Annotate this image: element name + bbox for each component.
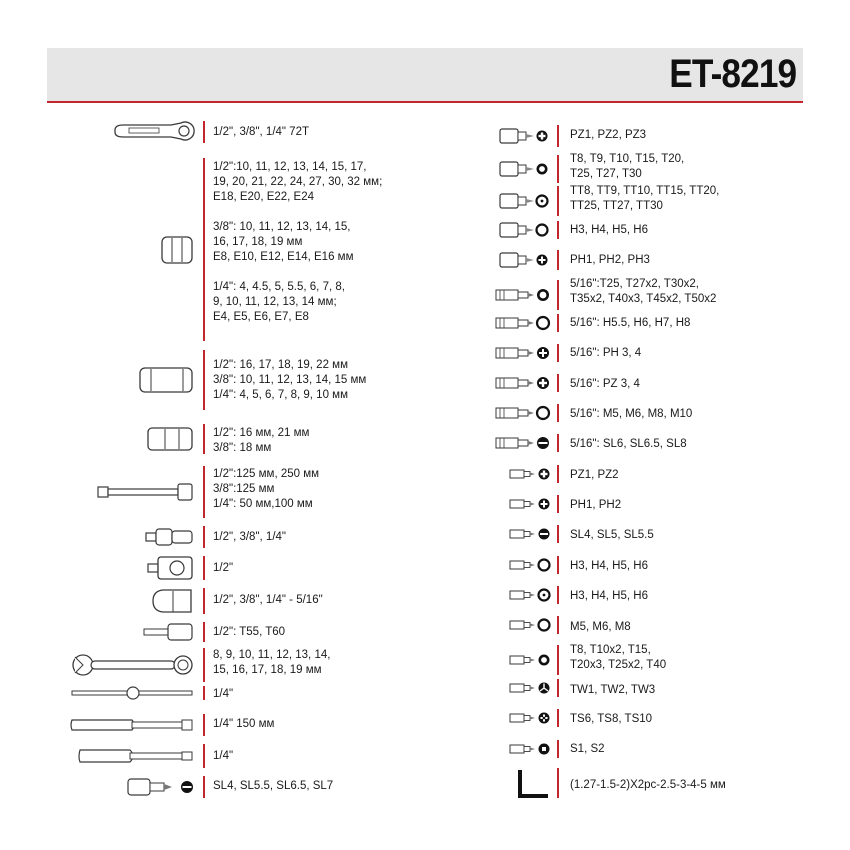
- left-row-divider: [203, 158, 205, 341]
- adapter-icon: [55, 588, 195, 614]
- square-bit-icon: [411, 740, 551, 758]
- left-row-divider: [203, 686, 205, 700]
- tamper-torx-bit-socket-icon: [411, 186, 551, 216]
- right-row-divider: [557, 709, 559, 727]
- left-item-spec: 1/2": 16 мм, 21 мм 3/8": 18 мм: [213, 427, 310, 454]
- hex-bit-socket-icon: [411, 221, 551, 239]
- phillips-bit-icon: [411, 495, 551, 513]
- left-row-divider: [203, 744, 205, 768]
- slotted-bit-long-icon: [411, 434, 551, 452]
- right-item-spec: SL4, SL5, SL5.5: [570, 529, 654, 541]
- left-item-spec: 8, 9, 10, 11, 12, 13, 14, 15, 16, 17, 18, 19 мм: [213, 649, 331, 676]
- left-row-divider: [203, 350, 205, 410]
- right-row-divider: [557, 374, 559, 392]
- left-item-spec: 1/2", 3/8", 1/4": [213, 531, 286, 543]
- spline-bit-icon: [411, 616, 551, 634]
- right-row-divider: [557, 125, 559, 147]
- left-row-divider: [203, 648, 205, 682]
- spline-bit-long-icon: [411, 404, 551, 422]
- left-row-divider: [203, 121, 205, 143]
- phillips-bit-long-icon: [411, 344, 551, 362]
- left-item-spec: 1/2", 3/8", 1/4" 72T: [213, 126, 309, 138]
- right-row-divider: [557, 221, 559, 239]
- left-row-divider: [203, 714, 205, 736]
- right-row-divider: [557, 434, 559, 452]
- left-item-spec: 1/4": [213, 688, 234, 700]
- left-row-divider: [203, 622, 205, 642]
- right-item-spec: 5/16": M5, M6, M8, M10: [570, 408, 693, 420]
- right-item-spec: TT8, TT9, TT10, TT15, TT20, TT25, TT27, TT30: [570, 185, 720, 212]
- pozidriv-bit-long-icon: [411, 374, 551, 392]
- screwdriver-handle-icon: [55, 744, 195, 768]
- deep-socket-icon: [55, 350, 195, 410]
- model-number: ET-8219: [669, 52, 796, 96]
- right-item-spec: 5/16": PH 3, 4: [570, 347, 642, 359]
- right-item-spec: H3, H4, H5, H6: [570, 590, 648, 602]
- left-item-spec: 1/2": 16, 17, 18, 19, 22 мм 3/8": 10, 11, 12, 13, 14, 15 мм 1/4": 4, 5, 6, 7, 8, 9, 10 мм: [213, 359, 367, 401]
- left-row-divider: [203, 556, 205, 580]
- phillips-bit-socket-icon: [411, 250, 551, 270]
- slotted-bit-socket-icon: [55, 776, 195, 798]
- right-row-divider: [557, 768, 559, 798]
- slotted-bit-icon: [411, 525, 551, 543]
- right-item-spec: T8, T9, T10, T15, T20, T25, T27, T30: [570, 153, 685, 180]
- left-item-spec: 1/2", 3/8", 1/4" - 5/16": [213, 594, 323, 606]
- right-row-divider: [557, 586, 559, 604]
- right-item-spec: H3, H4, H5, H6: [570, 560, 648, 572]
- hex-key-icon: [411, 768, 551, 798]
- combination-wrench-icon: [55, 648, 195, 682]
- right-row-divider: [557, 616, 559, 634]
- right-item-spec: PZ1, PZ2, PZ3: [570, 129, 647, 141]
- universal-joint-icon: [55, 526, 195, 548]
- hex-bit-long-icon: [411, 314, 551, 332]
- right-row-divider: [557, 495, 559, 513]
- right-item-spec: (1.27-1.5-2)X2pc-2.5-3-4-5 мм: [570, 779, 726, 791]
- right-item-spec: 5/16": PZ 3, 4: [570, 378, 640, 390]
- flexible-extension-icon: [55, 714, 195, 736]
- spark-plug-socket-icon: [55, 424, 195, 454]
- right-row-divider: [557, 679, 559, 697]
- pozidriv-bit-socket-icon: [411, 125, 551, 147]
- right-item-spec: PH1, PH2: [570, 499, 622, 511]
- right-item-spec: PH1, PH2, PH3: [570, 254, 650, 266]
- torx-socket-icon: [55, 622, 195, 642]
- left-row-divider: [203, 526, 205, 548]
- torx-bit-icon: [411, 645, 551, 675]
- left-item-spec: 1/2": [213, 562, 234, 574]
- left-row-divider: [203, 588, 205, 614]
- right-row-divider: [557, 556, 559, 574]
- right-item-spec: TS6, TS8, TS10: [570, 713, 653, 725]
- extension-bar-icon: [55, 466, 195, 518]
- ratchet-icon: [55, 121, 195, 143]
- right-row-divider: [557, 740, 559, 758]
- right-row-divider: [557, 525, 559, 543]
- right-item-spec: 5/16": SL6, SL6.5, SL8: [570, 438, 687, 450]
- left-item-spec: 1/4" 150 мм: [213, 718, 275, 730]
- pozidriv-bit-icon: [411, 465, 551, 483]
- right-row-divider: [557, 314, 559, 332]
- left-item-spec: 1/2":125 мм, 250 мм 3/8":125 мм 1/4": 50 мм,100 мм: [213, 468, 320, 510]
- right-item-spec: S1, S2: [570, 743, 605, 755]
- torx-bit-socket-icon: [411, 155, 551, 183]
- left-row-divider: [203, 466, 205, 518]
- right-item-spec: T8, T10x2, T15, T20x3, T25x2, T40: [570, 644, 667, 671]
- right-row-divider: [557, 645, 559, 675]
- right-item-spec: 5/16": H5.5, H6, H7, H8: [570, 317, 691, 329]
- right-row-divider: [557, 344, 559, 362]
- left-row-divider: [203, 776, 205, 798]
- left-item-spec: 1/2": T55, T60: [213, 626, 286, 638]
- sliding-t-bar-icon: [55, 556, 195, 580]
- right-row-divider: [557, 155, 559, 183]
- left-item-spec: 1/4": [213, 750, 234, 762]
- left-row-divider: [203, 424, 205, 454]
- torq-set-bit-icon: [411, 709, 551, 727]
- t-handle-icon: [55, 686, 195, 700]
- right-item-spec: PZ1, PZ2: [570, 469, 619, 481]
- left-item-spec: 1/2":10, 11, 12, 13, 14, 15, 17, 19, 20, 21, 22, 24, 27, 30, 32 мм; E18, E20, E22, E24 3/8": 10, 11, 12, 13, 14, 15, 16, 17, 18, 19 мм E8, E10, E12, E14, E16 мм 1/4": 4, 4.5, 5, 5.5, 6, 7, 8, 9, 10, 11, 12, 13, 14 мм; E4, E5, E6, E7, E8: [213, 161, 383, 323]
- torx-bit-long-icon: [411, 280, 551, 310]
- tri-wing-bit-icon: [411, 679, 551, 697]
- hex-bit-icon: [411, 556, 551, 574]
- right-row-divider: [557, 280, 559, 310]
- right-row-divider: [557, 465, 559, 483]
- socket-icon: [55, 158, 195, 341]
- right-item-spec: M5, M6, M8: [570, 621, 631, 633]
- right-row-divider: [557, 404, 559, 422]
- right-item-spec: TW1, TW2, TW3: [570, 684, 656, 696]
- right-row-divider: [557, 250, 559, 270]
- right-item-spec: 5/16":T25, T27x2, T30x2, T35x2, T40x3, T45x2, T50x2: [570, 278, 717, 305]
- left-item-spec: SL4, SL5.5, SL6.5, SL7: [213, 780, 334, 792]
- tamper-hex-bit-icon: [411, 586, 551, 604]
- right-row-divider: [557, 186, 559, 216]
- right-item-spec: H3, H4, H5, H6: [570, 224, 648, 236]
